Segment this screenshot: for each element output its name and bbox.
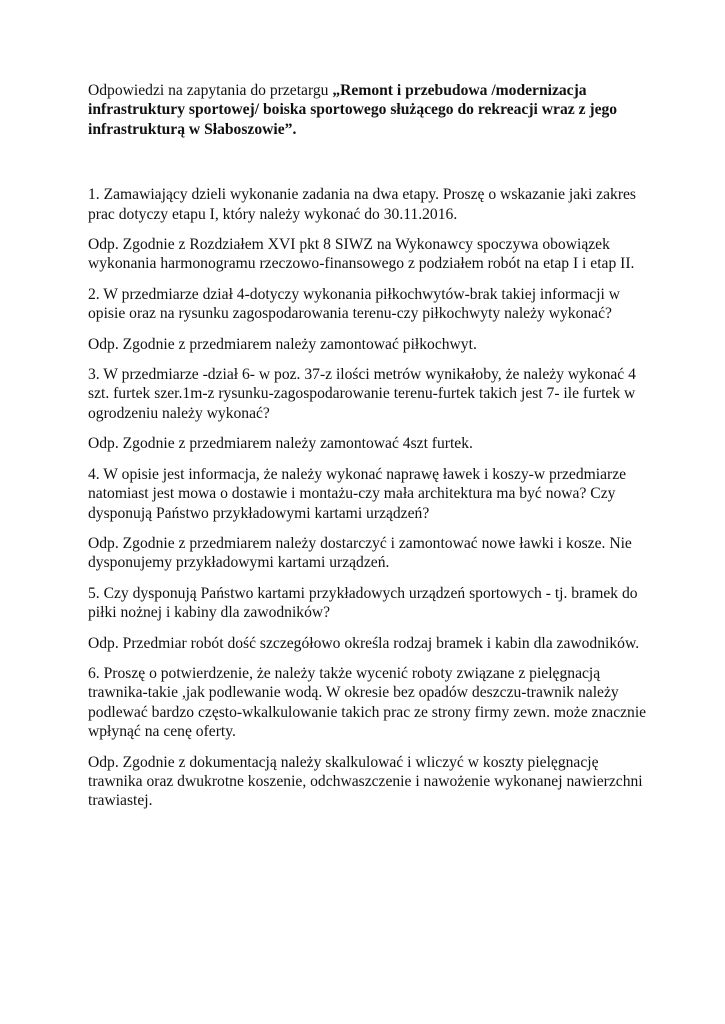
question-4: 4. W opisie jest informacja, że należy wykonać naprawę ławek i koszy-w przedmiarze natomiast jest mowa o dostawie i montażu-czy mała architektura ma być nowa? Czy dysponują Państwo przykładowymi kartami urządzeń? [88, 465, 627, 522]
answer-3: Odp. Zgodnie z przedmiarem należy zamontować 4szt furtek. [88, 435, 473, 453]
qa-list [88, 185, 648, 811]
answer-2: Odp. Zgodnie z przedmiarem należy zamontować piłkochwyt. [88, 335, 477, 353]
document-body [88, 81, 648, 822]
heading-intro: Odpowiedzi na zapytania do przetargu [88, 82, 333, 99]
question-3: 3. W przedmiarze -dział 6- w poz. 37-z ilości metrów wynikałoby, że należy wykonać 4 szt. furtek szer.1m-z rysunku-zagospodarowanie terenu-furtek takich jest 7- ile furtek w ogrodzeniu należy wykonać? [88, 366, 636, 422]
answer-4: Odp. Zgodnie z przedmiarem należy dostarczyć i zamontować nowe ławki i kosze. Nie dysponujemy przykładowymi kartami urządzeń. [88, 534, 632, 572]
answer-1: Odp. Zgodnie z Rozdziałem XVI pkt 8 SIWZ na Wykonawcy spoczywa obowiązek wykonania harmonogramu rzeczowo-finansowego z podziałem robót na etap I i etap II. [88, 236, 635, 273]
answer-5: Odp. Przedmiar robót dość szczegółowo określa rodzaj bramek i kabin dla zawodników. [88, 634, 640, 652]
question-1: 1. Zamawiający dzieli wykonanie zadania na dwa etapy. Proszę o wskazanie jaki zakres prac dotyczy etapu I, który należy wykonać do 30.11.2016. [88, 186, 636, 223]
question-6: 6. Proszę o potwierdzenie, że należy także wycenić roboty związane z pielęgnacją trawnika-takie ,jak podlewanie wodą. W okresie bez opadów deszczu-trawnik należy podlewać bardzo często-wkalkulowanie takich prac ze strony firmy zewn. może znacznie wpłynąć na cenę oferty. [88, 664, 647, 741]
heading-tender-title: „Remont i przebudowa /modernizacja infrastruktury sportowej/ boiska sportowego służącego do rekreacji wraz z jego infrastrukturą w Słaboszowie”. [88, 82, 618, 138]
question-5: 5. Czy dysponują Państwo kartami przykładowych urządzeń sportowych - tj. bramek do piłki nożnej i kabiny dla zawodników? [88, 584, 638, 622]
document-heading [88, 81, 648, 139]
answer-6: Odp. Zgodnie z dokumentacją należy skalkulować i wliczyć w koszty pielęgnację trawnika oraz dwukrotne koszenie, odchwaszczenie i nawożenie wykonanej nawierzchni trawiastej. [88, 753, 643, 810]
question-2: 2. W przedmiarze dział 4-dotyczy wykonania piłkochwytów-brak takiej informacji w opisie oraz na rysunku zagospodarowania terenu-czy piłkochwyty należy wykonać? [88, 285, 621, 323]
